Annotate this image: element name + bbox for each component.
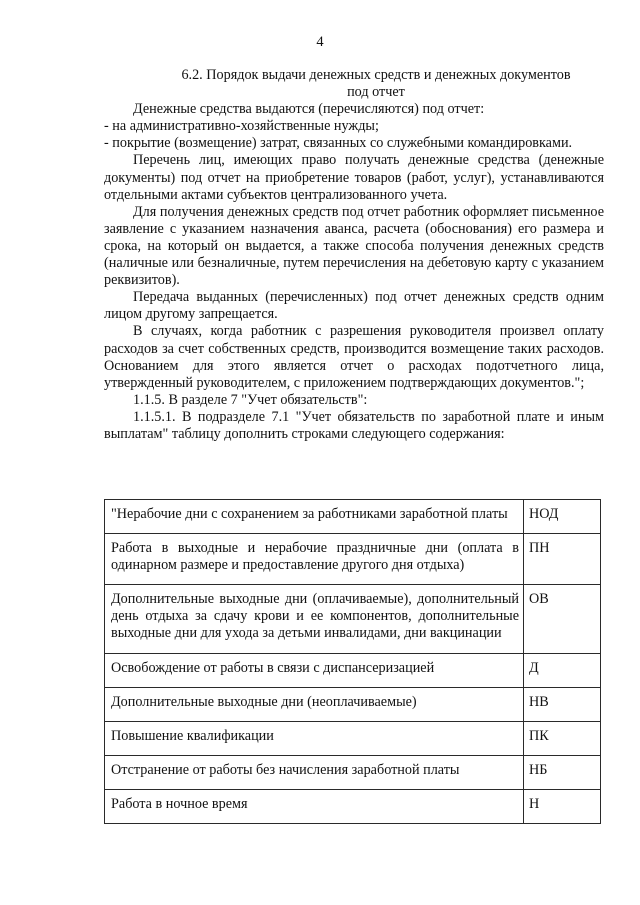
- section-heading: [104, 67, 604, 101]
- paragraph-5: В случаях, когда работник с разрешения руководителя произвел оплату расходов за счет собственных средств, производится возмещение таких расходов. Основанием для этого является отчет о расходах подотчетного лица, утвержденный руководителем, с приложением подтверждающих документов.";: [104, 323, 604, 391]
- table-cell-name: "Нерабочие дни с сохранением за работниками заработной платы: [105, 500, 524, 534]
- table-cell-code: Д: [524, 653, 601, 687]
- table-row: [105, 687, 601, 721]
- heading-line-1: 6.2. Порядок выдачи денежных средств и денежных документов: [181, 67, 571, 83]
- list-item-1: - на административно-хозяйственные нужды;: [104, 118, 379, 135]
- table-row: [105, 534, 601, 585]
- table-cell-name: Дополнительные выходные дни (неоплачиваемые): [105, 687, 524, 721]
- table-row: [105, 585, 601, 653]
- table-cell-code: НБ: [524, 755, 601, 789]
- table-cell-code: ПН: [524, 534, 601, 585]
- table-cell-code: ОВ: [524, 585, 601, 653]
- table-cell-code: НОД: [524, 500, 601, 534]
- paragraph-4: Передача выданных (перечисленных) под отчет денежных средств одним лицом другому запрещается.: [104, 289, 604, 323]
- paragraph-2: Перечень лиц, имеющих право получать денежные средства (денежные документы) под отчет на приобретение товаров (работ, услуг), устанавливаются отдельными актами субъектов централизованного учета.: [104, 152, 604, 203]
- paragraph-7: 1.1.5.1. В подразделе 7.1 "Учет обязательств по заработной плате и иным выплатам" таблицу дополнить строками следующего содержания:: [104, 408, 604, 442]
- page-number: 4: [316, 34, 324, 50]
- table-cell-code: Н: [524, 789, 601, 823]
- paragraph-3: Для получения денежных средств под отчет работник оформляет письменное заявление с указанием назначения аванса, расчета (обоснования) его размера и срока, на который он выдается, а также способа получения денежных средств (наличные или безналичные, путем перечисления на дебетовую карту с указанием реквизитов).: [104, 203, 604, 289]
- list-item-2: - покрытие (возмещение) затрат, связанных со служебными командировками.: [104, 135, 573, 152]
- table-cell-code: ПК: [524, 721, 601, 755]
- table-cell-code: НВ: [524, 687, 601, 721]
- table-cell-name: Повышение квалификации: [105, 721, 524, 755]
- paragraph-1: Денежные средства выдаются (перечисляются) под отчет:: [133, 101, 485, 118]
- table-cell-name: Отстранение от работы без начисления заработной платы: [105, 755, 524, 789]
- table-cell-name: Работа в ночное время: [105, 789, 524, 823]
- table-row: [105, 721, 601, 755]
- table-row: [105, 755, 601, 789]
- table-cell-name: Освобождение от работы в связи с диспансеризацией: [105, 653, 524, 687]
- table-row: [105, 500, 601, 534]
- table-cell-name: Дополнительные выходные дни (оплачиваемые), дополнительный день отдыха за сдачу крови и ее компонентов, дополнительные выходные дни для ухода за детьми инвалидами, дни вакцинации: [105, 585, 524, 653]
- paragraph-6: 1.1.5. В разделе 7 "Учет обязательств":: [133, 391, 368, 408]
- codes-table: [104, 499, 601, 824]
- heading-line-2: под отчет: [347, 84, 405, 101]
- table-cell-name: Работа в выходные и нерабочие праздничные дни (оплата в одинарном размере и предоставление другого дня отдыха): [105, 534, 524, 585]
- table-row: [105, 653, 601, 687]
- body-text: [104, 67, 604, 443]
- table-row: [105, 789, 601, 823]
